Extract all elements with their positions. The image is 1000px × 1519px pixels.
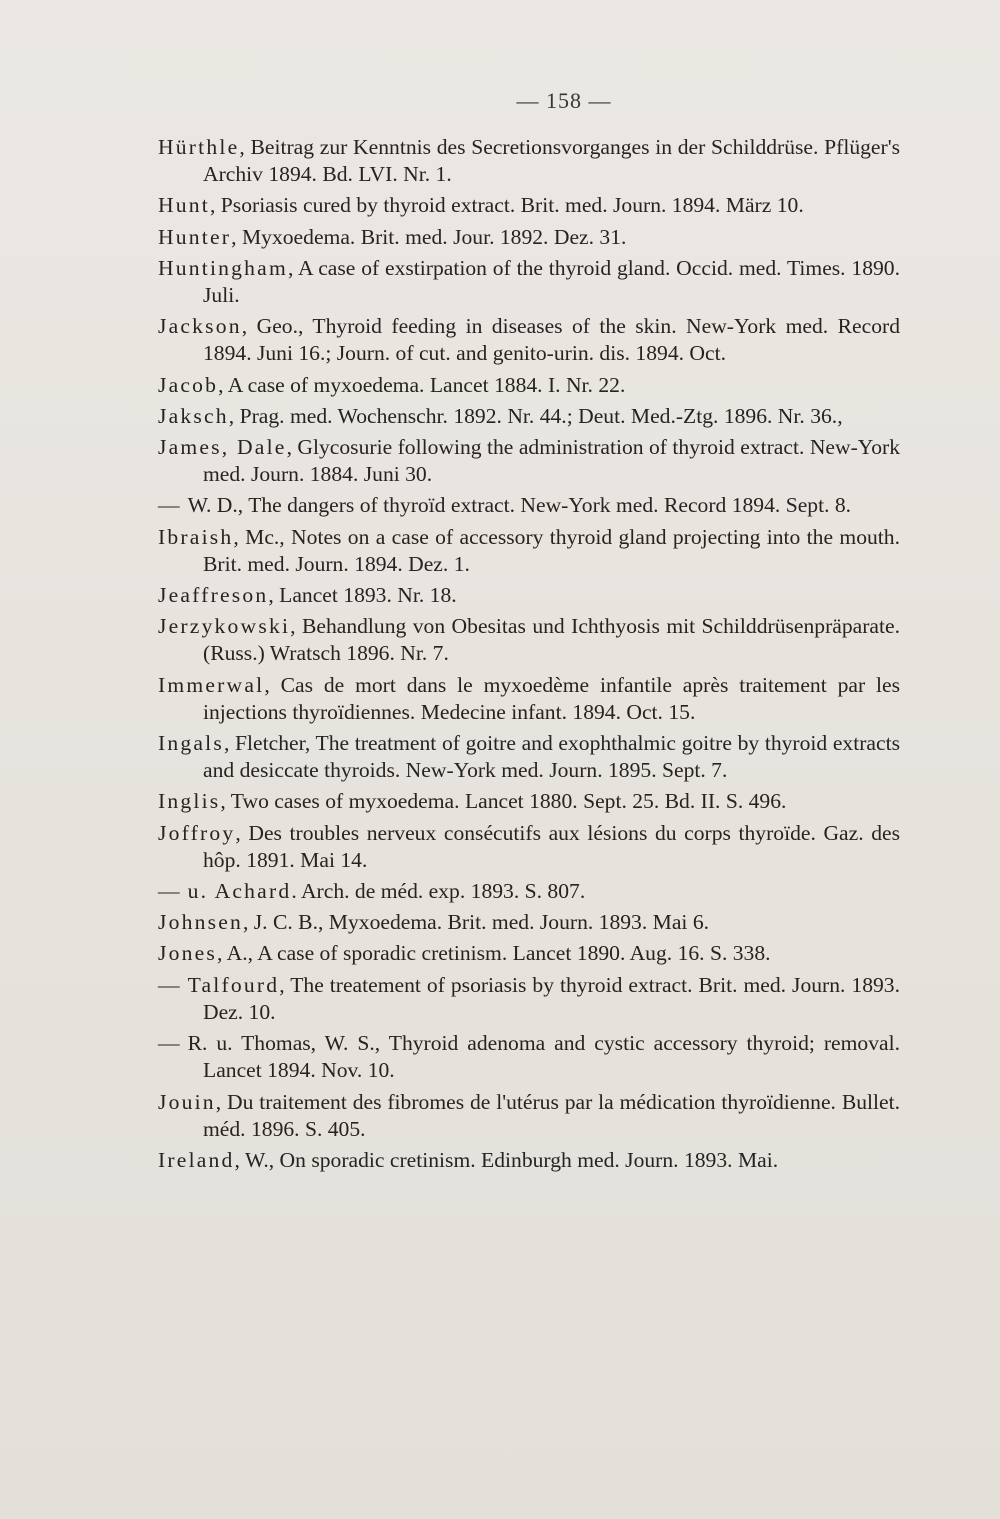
entry-author: Jouin — [158, 1089, 216, 1114]
entry-citation: , A., A case of sporadic cretinism. Lancet 1890. Aug. 16. S. 338. — [217, 941, 771, 966]
bibliography-entry — [158, 134, 900, 188]
bibliography-entry — [158, 582, 900, 609]
entry-author: Joffroy — [158, 820, 236, 845]
entry-citation: , Cas de mort dans le myxoedème infantile après traitement par les injections thyroïdiennes. Medecine infant. 1894. Oct. 15. — [203, 672, 900, 724]
entry-citation: , Beitrag zur Kenntnis des Secretionsvorganges in der Schilddrüse. Pflüger's Archiv 1894. Bd. LVI. Nr. 1. — [203, 135, 900, 187]
entry-author: Jacob — [158, 372, 219, 397]
bibliography-entry — [158, 972, 900, 1026]
bibliography-list — [158, 134, 900, 1174]
bibliography-entry — [158, 372, 900, 399]
entry-citation: W. D., The dangers of thyroïd extract. New-York med. Record 1894. Sept. 8. — [187, 493, 852, 518]
bibliography-entry — [158, 313, 900, 367]
entry-citation: . Arch. de méd. exp. 1893. S. 807. — [291, 879, 586, 904]
bibliography-entry — [158, 940, 900, 967]
bibliography-entry — [158, 878, 900, 905]
entry-author: Ingals — [158, 731, 224, 756]
entry-author: Hürthle — [158, 135, 240, 159]
bibliography-entry — [158, 820, 900, 874]
entry-citation: , Two cases of myxoedema. Lancet 1880. Sept. 25. Bd. II. S. 496. — [220, 789, 787, 814]
entry-author: Immerwal — [158, 672, 265, 697]
bibliography-entry — [158, 1147, 900, 1174]
entry-citation: , A case of myxoedema. Lancet 1884. I. Nr. 22. — [218, 372, 626, 397]
bibliography-entry — [158, 672, 900, 726]
entry-author: Ireland — [158, 1147, 235, 1172]
entry-citation: , Myxoedema. Brit. med. Jour. 1892. Dez. 31. — [231, 224, 627, 249]
entry-author: u. Achard — [187, 879, 292, 904]
entry-author: Talfourd — [187, 972, 280, 997]
ditto-dash: — — [158, 493, 180, 518]
entry-citation: , Des troubles nerveux consécutifs aux lésions du corps thyroïde. Gaz. des hôp. 1891. Mai 14. — [203, 820, 900, 872]
entry-author: Jerzykowski — [158, 614, 291, 639]
entry-citation: , Lancet 1893. Nr. 18. — [268, 583, 457, 608]
entry-citation: , Geo., Thyroid feeding in diseases of the skin. New-York med. Record 1894. Juni 16.; Journ. of cut. and genito-urin. dis. 1894. Oct. — [203, 314, 900, 366]
entry-citation: R. u. Thomas, W. S., Thyroid adenoma and cystic accessory thyroid; removal. Lancet 1894. Nov. 10. — [187, 1031, 900, 1083]
bibliography-entry — [158, 192, 900, 219]
entry-author: Jones — [158, 941, 217, 966]
entry-author: James, Dale — [158, 435, 287, 460]
entry-author: Hunt — [158, 193, 210, 218]
entry-citation: , A case of exstirpation of the thyroid gland. Occid. med. Times. 1890. Juli. — [203, 255, 900, 308]
ditto-dash: — — [158, 879, 180, 904]
bibliography-entry — [158, 788, 900, 815]
entry-citation: , Du traitement des fibromes de l'utérus par la médication thyroïdienne. Bullet. méd. 1896. S. 405. — [203, 1089, 900, 1141]
page-number: — 158 — — [516, 88, 612, 113]
entry-author: Inglis — [158, 789, 221, 814]
bibliography-entry — [158, 730, 900, 784]
bibliography-entry — [158, 255, 900, 309]
entry-author: Johnsen — [158, 910, 243, 935]
bibliography-entry — [158, 909, 900, 936]
entry-author: Ibraish — [158, 524, 234, 549]
bibliography-entry — [158, 1089, 900, 1143]
ditto-dash: — — [158, 972, 180, 997]
entry-author: Jaksch — [158, 403, 229, 428]
bibliography-entry — [158, 434, 900, 488]
bibliography-entry — [158, 524, 900, 578]
entry-citation: , W., On sporadic cretinism. Edinburgh med. Journ. 1893. Mai. — [234, 1147, 779, 1172]
entry-citation: , Prag. med. Wochenschr. 1892. Nr. 44.; Deut. Med.-Ztg. 1896. Nr. 36., — [228, 403, 843, 428]
bibliography-entry — [158, 1030, 900, 1084]
entry-citation: , Behandlung von Obesitas und Ichthyosis mit Schilddrüsenpräparate. (Russ.) Wratsch 1896. Nr. 7. — [203, 614, 900, 666]
entry-author: Huntingham — [158, 255, 288, 280]
entry-citation: , Glycosurie following the administration of thyroid extract. New-York med. Journ. 1884. Juni 30. — [203, 435, 900, 487]
entry-citation: , Fletcher, The treatment of goitre and exophthalmic goitre by thyroid extracts and desiccate thyroids. New-York med. Journ. 1895. Sept. 7. — [203, 731, 900, 783]
entry-citation: , J. C. B., Myxoedema. Brit. med. Journ. 1893. Mai 6. — [242, 910, 710, 935]
entry-author: Hunter — [158, 224, 232, 249]
entry-author: Jackson — [158, 314, 242, 339]
bibliography-entry — [158, 403, 900, 430]
bibliography-entry — [158, 613, 900, 667]
bibliography-entry — [158, 224, 900, 251]
entry-author: Jeaffreson — [158, 583, 269, 608]
entry-citation: , The treatement of psoriasis by thyroid extract. Brit. med. Journ. 1893. Dez. 10. — [203, 972, 900, 1024]
ditto-dash: — — [158, 1031, 180, 1056]
bibliography-entry — [158, 492, 900, 519]
entry-citation: , Mc., Notes on a case of accessory thyroid gland projecting into the mouth. Brit. med. Journ. 1894. Dez. 1. — [203, 524, 900, 576]
entry-citation: , Psoriasis cured by thyroid extract. Brit. med. Journ. 1894. März 10. — [210, 193, 804, 218]
